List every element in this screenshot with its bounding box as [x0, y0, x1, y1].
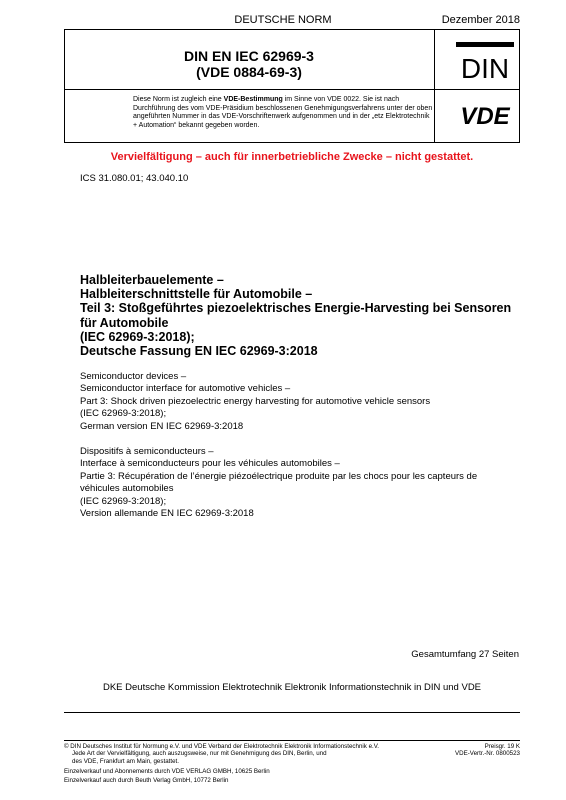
vde-notice	[133, 96, 433, 130]
title-de-line: Teil 3: Stoßgeführtes piezoelektrisches Energie-Harvesting bei Sensoren	[80, 301, 512, 316]
vde-notice-end: im Sinne von VDE 0022. Sie ist nach Durchführung des vom VDE-Präsidium beschlossenen Genehmigungsverfahrens unter der oben angeführten Nummer in das VDE-Vorschriftenwerk aufgenommen und in der „etz Elektrotechnik + Automation“ bekannt gegeben worden.	[133, 96, 433, 129]
norm-number: DIN EN IEC 62969-3	[184, 48, 314, 64]
dke-line: DKE Deutsche Kommission Elektrotechnik Elektronik Informationstechnik in DIN und VDE	[102, 682, 482, 693]
title-en-line: Semiconductor devices –	[80, 371, 187, 382]
title-fr-line: Version allemande EN IEC 62969-3:2018	[80, 508, 254, 520]
title-fr-line: Interface à semiconducteurs pour les véhicules automobiles –	[80, 458, 340, 470]
title-fr-line: Dispositifs à semiconducteurs –	[80, 446, 214, 457]
vde-logo-text: VDE	[460, 103, 510, 130]
vde-notice-start: Diese Norm ist zugleich eine	[133, 96, 224, 103]
footer-rule-bottom	[64, 740, 520, 741]
footer-rule-top	[64, 712, 520, 713]
title-german	[80, 273, 530, 358]
vde-number: (VDE 0884-69-3)	[196, 64, 302, 80]
vde-notice-bold: VDE-Bestimmung	[223, 96, 283, 103]
frame-mid-rule	[64, 89, 520, 90]
sales-line: Einzelverkauf und Abonnements durch VDE VERLAG GMBH, 10625 Berlin	[64, 768, 270, 775]
title-en-line: (IEC 62969-3:2018);	[80, 408, 167, 420]
copyright-line: des VDE, Frankfurt am Main, gestattet.	[72, 757, 179, 765]
sales-line: Einzelverkauf auch durch Beuth Verlag GmbH, 10772 Berlin	[64, 776, 229, 784]
price-info	[455, 743, 520, 758]
page-count: Gesamtumfang 27 Seiten	[411, 649, 519, 660]
title-en-line: German version EN IEC 62969-3:2018	[80, 420, 244, 432]
reproduction-warning: Vervielfältigung – auch für innerbetriebliche Zwecke – nicht gestattet.	[110, 151, 474, 163]
title-de-line: Halbleiterschnittstelle für Automobile –	[80, 287, 313, 302]
copyright-line: © DIN Deutsches Institut für Normung e.V. und VDE Verband der Elektrotechnik Elektronik Informationstechnik e.V.	[64, 743, 380, 750]
title-english	[80, 371, 530, 433]
title-de-line: für Automobile	[80, 315, 169, 330]
title-de-line: Halbleiterbauelemente –	[80, 273, 224, 287]
norm-number-block	[64, 48, 434, 80]
din-logo	[454, 40, 516, 84]
sales-info	[64, 768, 270, 785]
title-en-line: Part 3: Shock driven piezoelectric energy harvesting for automotive vehicle sensors	[80, 395, 431, 407]
copyright-notice	[64, 743, 444, 765]
title-fr-line: (IEC 62969-3:2018);	[80, 495, 167, 507]
vde-distribution-number: VDE-Vertr.-Nr. 0800523	[455, 750, 520, 758]
title-fr-line: Partie 3: Récupération de l’énergie piézoélectrique produite par les chocs pour les capteurs de	[80, 470, 478, 482]
issue-date: Dezember 2018	[441, 14, 520, 26]
din-logo-text: DIN	[460, 53, 510, 84]
frame-left	[64, 29, 65, 142]
price-group: Preisgr. 19 K	[484, 743, 520, 750]
title-de-line: Deutsche Fassung EN IEC 62969-3:2018	[80, 344, 318, 359]
title-fr-line: véhicules automobiles	[80, 483, 174, 495]
title-de-line: (IEC 62969-3:2018);	[80, 329, 195, 344]
header-rule	[64, 29, 520, 30]
document-type-label: DEUTSCHE NORM	[234, 14, 332, 26]
copyright-line: Jede Art der Vervielfältigung, auch auszugsweise, nur mit Genehmigung des DIN, Berlin, und	[72, 750, 327, 758]
frame-bottom-rule	[64, 142, 520, 143]
frame-divider	[434, 29, 435, 142]
vde-logo	[446, 100, 524, 130]
title-en-line: Semiconductor interface for automotive vehicles –	[80, 383, 291, 395]
ics-codes: ICS 31.080.01; 43.040.10	[80, 173, 189, 184]
title-french	[80, 446, 540, 520]
